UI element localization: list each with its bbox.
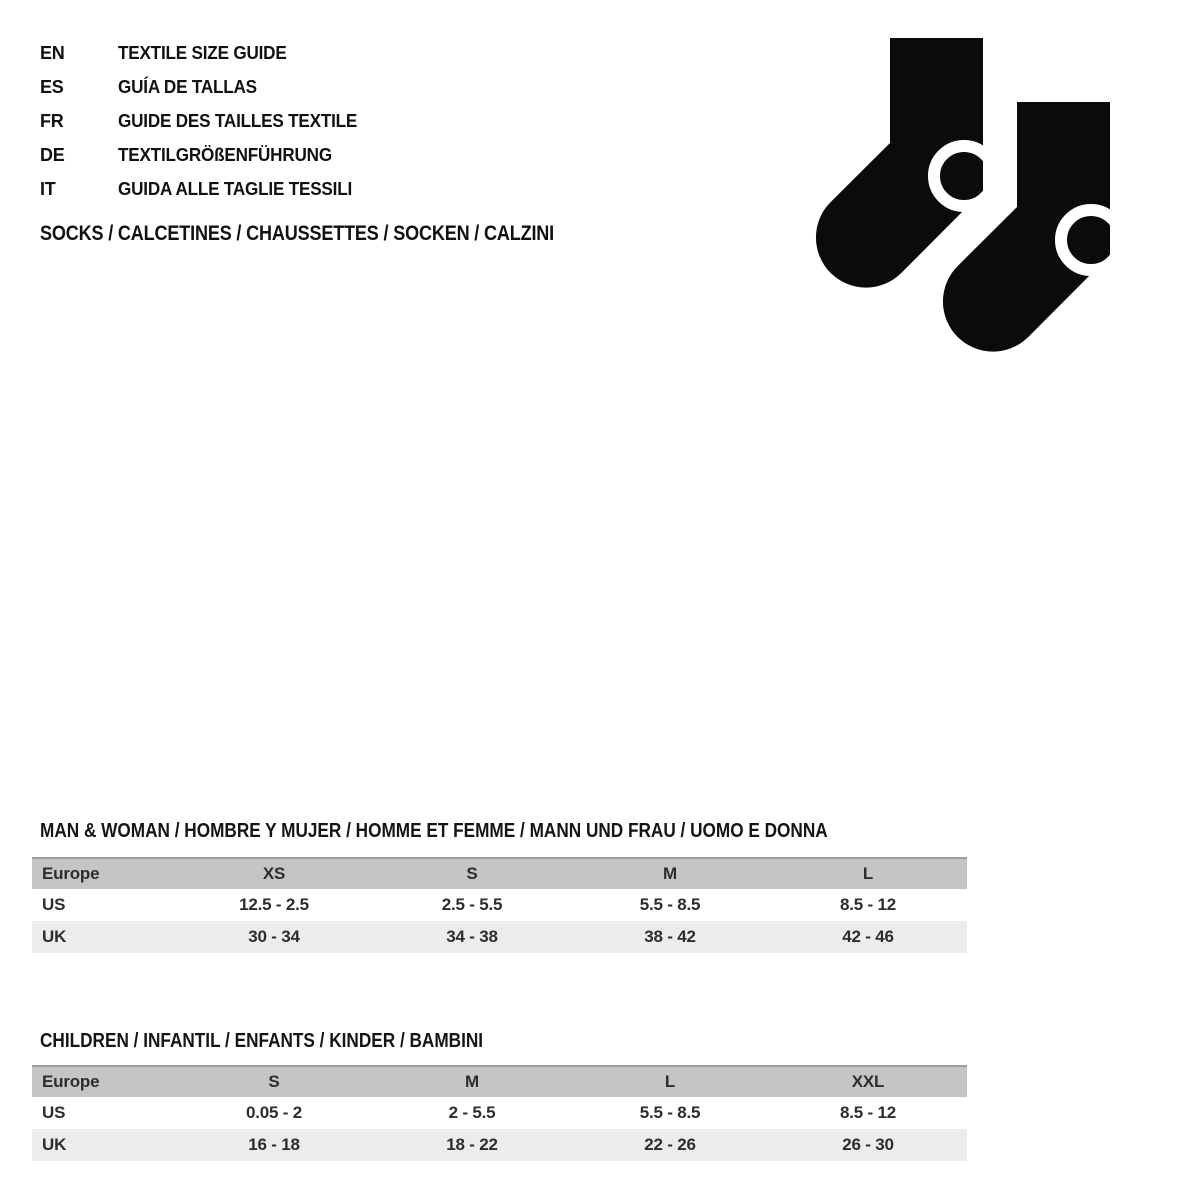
- column-header: L: [664, 1072, 676, 1091]
- size-cell: 8.5 - 12: [839, 895, 897, 914]
- column-header: Europe: [42, 1072, 100, 1091]
- size-cell: 42 - 46: [842, 927, 894, 946]
- language-code: ES: [40, 77, 64, 97]
- language-code: EN: [40, 43, 65, 63]
- size-cell: 5.5 - 8.5: [639, 895, 701, 914]
- guide-title: TEXTILGRÖßENFÜHRUNG: [118, 145, 332, 165]
- table-title-children: CHILDREN / INFANTIL / ENFANTS / KINDER / BAMBINI: [40, 1030, 484, 1052]
- language-code: DE: [40, 145, 65, 165]
- category-line-text: SOCKS / CALCETINES / CHAUSSETTES / SOCKEN / CALZINI: [40, 222, 555, 245]
- guide-title: GUIDE DES TAILLES TEXTILE: [118, 111, 358, 131]
- size-cell: 26 - 30: [842, 1135, 894, 1154]
- table-row-uk: [32, 921, 967, 953]
- size-cell: 16 - 18: [248, 1135, 300, 1154]
- size-cell: 18 - 22: [446, 1135, 498, 1154]
- language-code: FR: [40, 111, 64, 131]
- language-row: [40, 172, 370, 206]
- size-cell: 38 - 42: [644, 927, 696, 946]
- column-header: M: [465, 1072, 479, 1091]
- table-header-row: [32, 1065, 967, 1097]
- table-title-man-woman: MAN & WOMAN / HOMBRE Y MUJER / HOMME ET FEMME / MANN UND FRAU / UOMO E DONNA: [40, 820, 828, 842]
- size-cell: 8.5 - 12: [839, 1103, 897, 1122]
- size-table-man-woman: [32, 857, 967, 953]
- size-cell: 2 - 5.5: [448, 1103, 496, 1122]
- guide-title: TEXTILE SIZE GUIDE: [118, 43, 287, 63]
- size-cell: 30 - 34: [248, 927, 300, 946]
- language-code: IT: [40, 179, 56, 199]
- size-cell: 5.5 - 8.5: [639, 1103, 701, 1122]
- language-row: [40, 36, 370, 70]
- size-table-children: [32, 1065, 967, 1161]
- guide-title: GUÍA DE TALLAS: [118, 77, 257, 97]
- guide-title: GUIDA ALLE TAGLIE TESSILI: [118, 179, 353, 199]
- sock-left: [816, 38, 994, 288]
- language-title-block: [40, 36, 370, 206]
- row-label: UK: [42, 1135, 67, 1154]
- language-row: [40, 138, 370, 172]
- table-header-row: [32, 857, 967, 889]
- size-cell: 34 - 38: [446, 927, 498, 946]
- socks-icon: [810, 30, 1120, 355]
- row-label: US: [42, 1103, 66, 1122]
- size-cell: 22 - 26: [644, 1135, 696, 1154]
- column-header: Europe: [42, 864, 100, 883]
- size-cell: 12.5 - 2.5: [239, 895, 309, 914]
- language-row: [40, 70, 370, 104]
- column-header: L: [862, 864, 874, 883]
- column-header: S: [268, 1072, 280, 1091]
- table-row-us: [32, 1097, 967, 1129]
- category-line: [40, 222, 638, 246]
- row-label: US: [42, 895, 66, 914]
- column-header: XXL: [851, 1072, 885, 1091]
- column-header: XS: [262, 864, 286, 883]
- language-row: [40, 104, 370, 138]
- column-header: S: [466, 864, 478, 883]
- row-label: UK: [42, 927, 67, 946]
- size-cell: 2.5 - 5.5: [441, 895, 503, 914]
- column-header: M: [663, 864, 677, 883]
- table-row-us: [32, 889, 967, 921]
- table-row-uk: [32, 1129, 967, 1161]
- size-cell: 0.05 - 2: [245, 1103, 303, 1122]
